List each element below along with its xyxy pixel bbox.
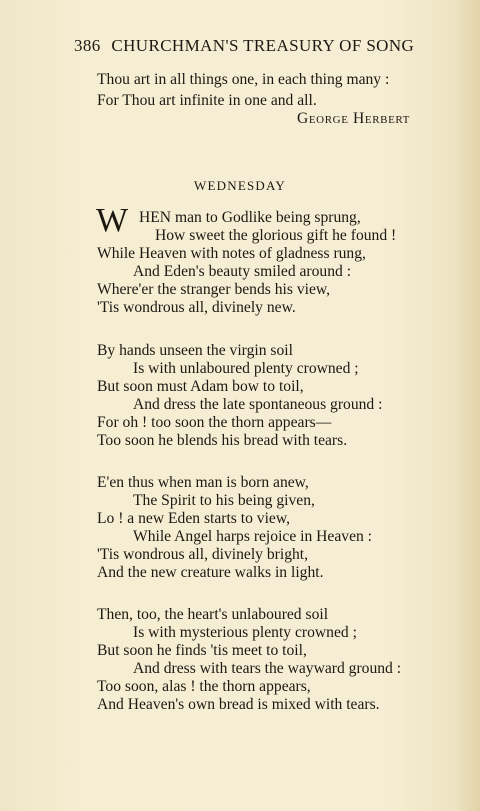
poem-line: Then, too, the heart's unlaboured soil — [97, 606, 329, 623]
running-title: CHURCHMAN'S TREASURY OF SONG — [111, 36, 415, 55]
page-number: 386 — [74, 36, 101, 55]
poem-line: E'en thus when man is born anew, — [97, 474, 309, 491]
poem-line: 'Tis wondrous all, divinely bright, — [97, 546, 309, 563]
poem-line: How sweet the glorious gift he found ! — [155, 227, 397, 244]
poem-line: Is with unlaboured plenty crowned ; — [133, 360, 359, 377]
poem-line: But soon he finds 'tis meet to toil, — [97, 642, 307, 659]
poem-line: And dress with tears the wayward ground : — [133, 660, 402, 677]
poem-line: And dress the late spontaneous ground : — [133, 396, 383, 413]
poem-line: But soon must Adam bow to toil, — [97, 378, 304, 395]
poem-title: WEDNESDAY — [194, 178, 286, 193]
running-header — [74, 36, 414, 56]
poem-line: 'Tis wondrous all, divinely new. — [97, 299, 296, 316]
prev-poem-line: Thou art in all things one, in each thing many : — [97, 71, 390, 88]
poem-line: And Heaven's own bread is mixed with tears. — [97, 696, 380, 713]
poem-line: Too soon he blends his bread with tears. — [97, 432, 348, 449]
drop-cap: W — [96, 202, 129, 239]
poem-line: Too soon, alas ! the thorn appears, — [97, 678, 311, 695]
poem-line: While Angel harps rejoice in Heaven : — [133, 528, 373, 545]
poem-line: And Eden's beauty smiled around : — [133, 263, 352, 280]
poem-line: Where'er the stranger bends his view, — [97, 281, 331, 298]
poem-line: Is with mysterious plenty crowned ; — [133, 624, 357, 641]
poem-line: And the new creature walks in light. — [97, 564, 324, 581]
poem-line: Lo ! a new Eden starts to view, — [97, 510, 290, 527]
poem-line: By hands unseen the virgin soil — [97, 342, 293, 359]
attribution: George Herbert — [297, 110, 410, 127]
poem-line: The Spirit to his being given, — [133, 492, 315, 509]
page-edge-shadow — [454, 0, 480, 811]
poem-line: For oh ! too soon the thorn appears— — [97, 414, 332, 431]
poem-line: While Heaven with notes of gladness rung, — [97, 245, 366, 262]
poem-line: HEN man to Godlike being sprung, — [139, 209, 361, 226]
prev-poem-line: For Thou art infinite in one and all. — [97, 92, 317, 109]
